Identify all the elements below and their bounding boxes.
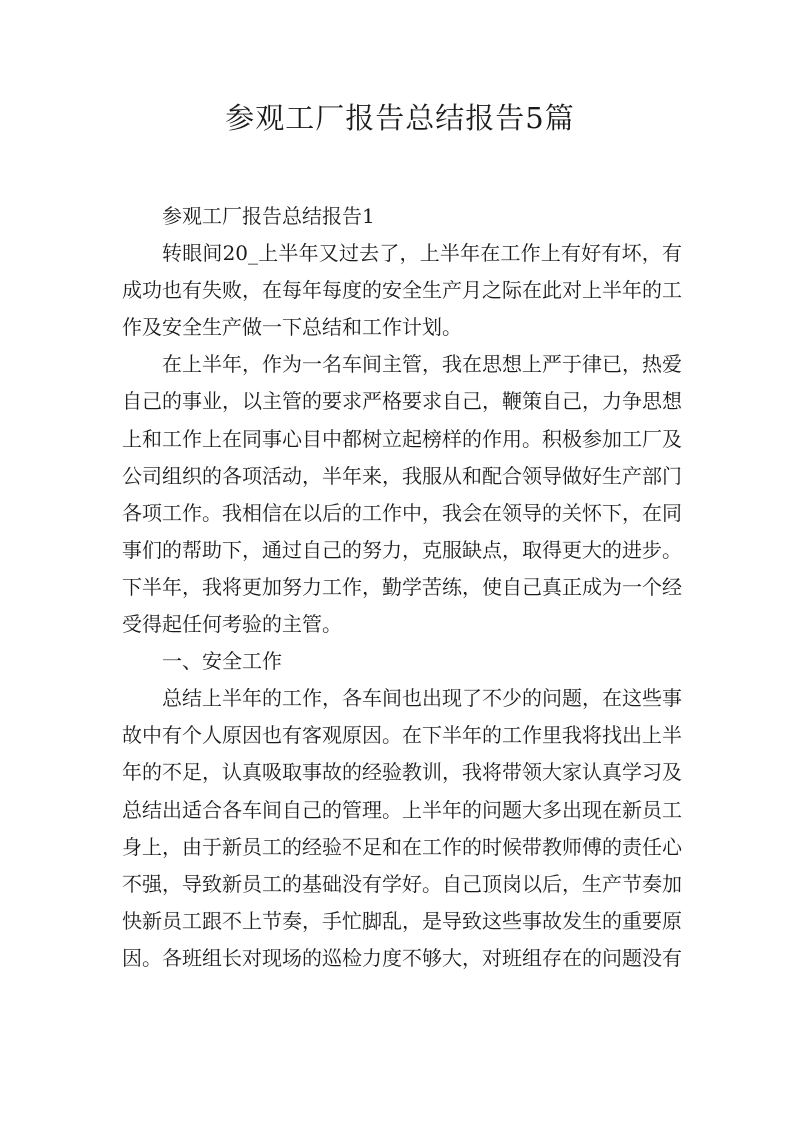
- paragraph-intro: 转眼间20_上半年又过去了，上半年在工作上有好有坏，有成功也有失败，在每年每度的安全生产月之际在此对上半年的工作及安全生产做一下总结和工作计划。: [122, 241, 682, 340]
- paragraph-self-review: 在上半年，作为一名车间主管，我在思想上严于律已，热爱自己的事业，以主管的要求严格要求自己，鞭策自己，力争思想上和工作上在同事心目中都树立起榜样的作用。积极参加工厂及公司组织的各项活动，半年来，我服从和配合领导做好生产部门各项工作。我相信在以后的工作中，我会在领导的关怀下，在同事们的帮助下，通过自己的努力，克服缺点，取得更大的进步。下半年，我将更加努力工作，勤学苦练，使自己真正成为一个经受得起任何考验的主管。: [122, 352, 682, 637]
- paragraph-safety: 总结上半年的工作，各车间也出现了不少的问题，在这些事故中有个人原因也有客观原因。在下半年的工作里我将找出上半年的不足，认真吸取事故的经验教训，我将带领大家认真学习及总结出适合各车间自己的管理。上半年的问题大多出现在新员工身上，由于新员工的经验不足和在工作的时候带教师傅的责任心不强，导致新员工的基础没有学好。自己顶岗以后，生产节奏加快新员工跟不上节奏，手忙脚乱，是导致这些事故发生的重要原因。各班组长对现场的巡检力度不够大，对班组存在的问题没有: [122, 686, 682, 970]
- section-heading-safety: 一、安全工作: [162, 649, 282, 674]
- document-body: [122, 198, 682, 977]
- report-subtitle: 参观工厂报告总结报告1: [162, 204, 375, 228]
- document-title: 参观工厂报告总结报告5篇: [225, 101, 575, 135]
